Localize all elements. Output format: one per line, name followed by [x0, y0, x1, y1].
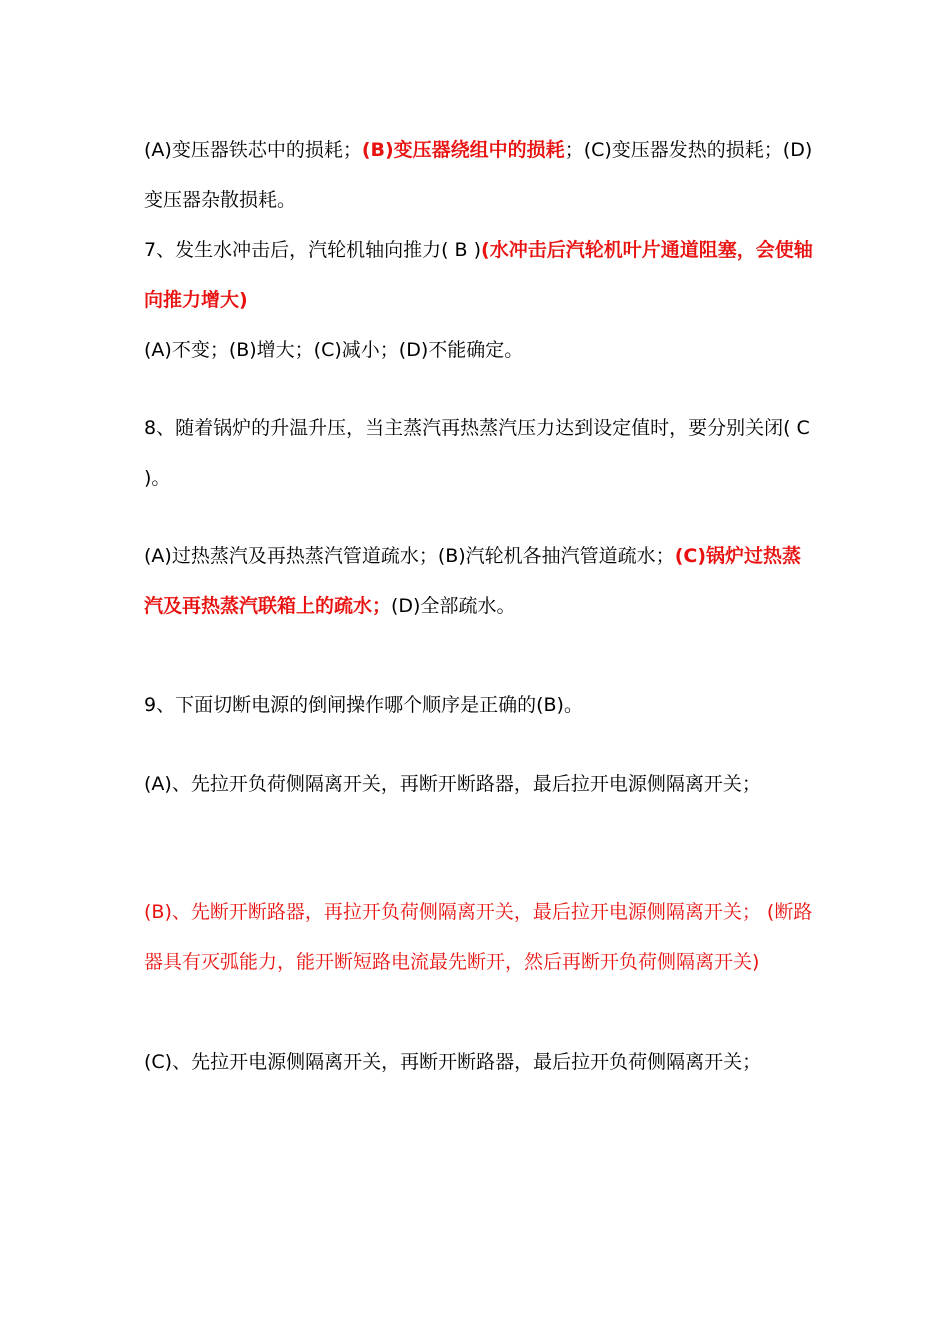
text-segment: ；(C)变压器发热的损耗；(D)变压器杂散损耗。 — [144, 139, 813, 211]
text-segment: (C)、先拉开电源侧隔离开关，再断开断路器，最后拉开负荷侧隔离开关； — [144, 1051, 762, 1073]
correct-answer-highlight: (C)锅炉过热蒸汽及再热蒸汽联箱上的疏水； — [144, 545, 801, 617]
q7-question — [144, 225, 814, 325]
q7-options — [144, 325, 814, 375]
text-segment: (A)不变；(B)增大；(C)减小；(D)不能确定。 — [144, 339, 524, 361]
correct-answer-highlight: (B)、先断开断路器，再拉开负荷侧隔离开关，最后拉开电源侧隔离开关； (断路器具有灭弧能力，能开断短路电流最先断开，然后再断开负荷侧隔离开关) — [144, 901, 813, 973]
text-segment: (A)、先拉开负荷侧隔离开关，再断开断路器，最后拉开电源侧隔离开关； — [144, 773, 761, 795]
text-segment: (A)变压器铁芯中的损耗； — [144, 139, 362, 161]
q8-question — [144, 403, 814, 503]
question-text: 9、下面切断电源的倒闸操作哪个顺序是正确的(B)。 — [144, 694, 583, 716]
text-segment: (D)全部疏水。 — [391, 595, 516, 617]
question-text: 8、随着锅炉的升温升压，当主蒸汽再热蒸汽压力达到设定值时，要分别关闭( C )。 — [144, 417, 810, 489]
q9-option-c — [144, 1037, 814, 1087]
correct-answer-highlight: (B)变压器绕组中的损耗 — [361, 139, 565, 161]
question-text: 7、发生水冲击后，汽轮机轴向推力( B ) — [144, 239, 482, 261]
q9-question — [144, 680, 814, 730]
q8-options — [144, 531, 814, 631]
text-segment: (A)过热蒸汽及再热蒸汽管道疏水；(B)汽轮机各抽汽管道疏水； — [144, 545, 675, 567]
q9-option-a — [144, 759, 814, 809]
q9-option-b — [144, 887, 814, 987]
answer-explanation: (水冲击后汽轮机叶片通道阻塞，会使轴向推力增大) — [144, 239, 813, 311]
q6-options — [144, 125, 814, 225]
